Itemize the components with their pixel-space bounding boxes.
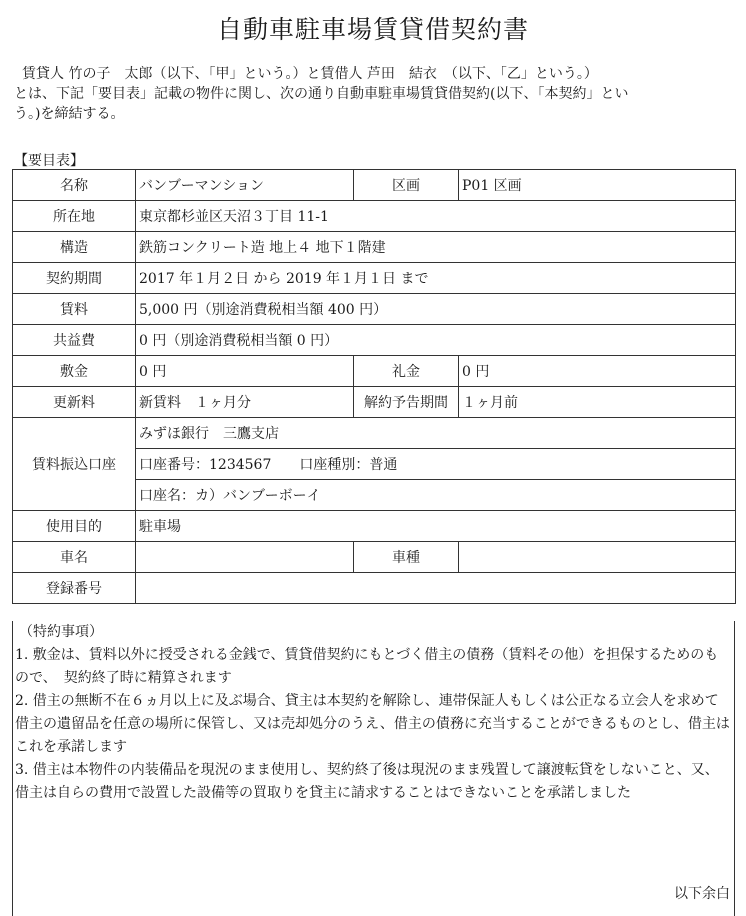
table-row <box>13 170 736 201</box>
registration-number-label: 登録番号 <box>13 573 136 604</box>
table-row <box>13 263 736 294</box>
bank-account-holder-value: 口座名：カ）バンブーボーイ <box>136 480 736 511</box>
common-fee-value: 0 円（別途消費税相当額 0 円） <box>136 325 736 356</box>
special-term-1: 1. 敷金は、賃料以外に授受される金銭で、賃貸借契約にもとづく借主の債務（賃料その他）を担保するためのもので、 契約終了時に精算されます <box>15 647 719 686</box>
table-row <box>13 387 736 418</box>
table-row <box>13 418 736 449</box>
name-value: バンブーマンション <box>136 170 354 201</box>
table-row <box>13 325 736 356</box>
location-value: 東京都杉並区天沼３丁目 11-1 <box>136 201 736 232</box>
table-row <box>13 573 736 604</box>
key-money-label: 礼金 <box>354 356 459 387</box>
document-title: 自動車駐車場賃貸借契約書 <box>216 15 529 44</box>
car-type-label: 車種 <box>354 542 459 573</box>
section-value: P01 区画 <box>459 170 736 201</box>
notice-period-label: 解約予告期間 <box>354 387 459 418</box>
table-row <box>13 542 736 573</box>
bank-name-value: みずほ銀行 三鷹支店 <box>136 418 736 449</box>
summary-table-label: 【要目表】 <box>14 153 84 169</box>
structure-value: 鉄筋コンクリート造 地上４ 地下１階建 <box>136 232 736 263</box>
structure-label: 構造 <box>13 232 136 263</box>
purpose-value: 駐車場 <box>136 511 736 542</box>
period-value: 2017 年１月２日 から 2019 年１月１日 まで <box>136 263 736 294</box>
table-row <box>13 511 736 542</box>
table-row <box>13 232 736 263</box>
rent-value: 5,000 円（別途消費税相当額 400 円） <box>136 294 736 325</box>
bank-account-label: 賃料振込口座 <box>13 418 136 511</box>
special-term-2: 2. 借主の無断不在６ヵ月以上に及ぶ場合、貸主は本契約を解除し、連帯保証人もしくは公正なる立会人を求めて借主の遺留品を任意の場所に保管し、又は売却処分のうえ、借主の債務に充当することができるものとし、借主はこれを承諾します <box>15 693 730 755</box>
intro-paragraph <box>14 64 736 124</box>
intro-line-2: とは、下記「要目表」記載の物件に関し、次の通り自動車駐車場賃貸借契約(以下、「本契約」とい <box>14 86 629 102</box>
table-row <box>13 294 736 325</box>
common-fee-label: 共益費 <box>13 325 136 356</box>
key-money-value: 0 円 <box>459 356 736 387</box>
table-row <box>13 201 736 232</box>
period-label: 契約期間 <box>13 263 136 294</box>
deposit-label: 敷金 <box>13 356 136 387</box>
registration-number-value <box>136 573 736 604</box>
special-term-3: 3. 借主は本物件の内装備品を現況のまま使用し、契約終了後は現況のまま残置して譲渡転貸をしないこと、又、借主は自らの費用で設置した設備等の買取りを貸主に請求することはできないことを承諾しました <box>15 762 719 801</box>
bank-account-number-value: 口座番号：1234567 口座種別：普通 <box>136 449 736 480</box>
special-terms-heading: （特約事項） <box>19 624 103 640</box>
car-name-label: 車名 <box>13 542 136 573</box>
table-row <box>13 356 736 387</box>
end-of-text-mark: 以下余白 <box>674 886 730 902</box>
purpose-label: 使用目的 <box>13 511 136 542</box>
notice-period-value: １ヶ月前 <box>459 387 736 418</box>
deposit-value: 0 円 <box>136 356 354 387</box>
intro-line-1: 賃貸人 竹の子 太郎（以下、「甲」という。）と賃借人 芦田 結衣 （以下、「乙」という。） <box>22 66 598 82</box>
car-type-value <box>459 542 736 573</box>
summary-table <box>12 169 736 604</box>
car-name-value <box>136 542 354 573</box>
special-terms-section <box>12 621 735 916</box>
name-label: 名称 <box>13 170 136 201</box>
section-label: 区画 <box>354 170 459 201</box>
renewal-fee-value: 新賃料 １ヶ月分 <box>136 387 354 418</box>
location-label: 所在地 <box>13 201 136 232</box>
rent-label: 賃料 <box>13 294 136 325</box>
intro-line-3: う。)を締結する。 <box>14 106 125 122</box>
renewal-fee-label: 更新料 <box>13 387 136 418</box>
